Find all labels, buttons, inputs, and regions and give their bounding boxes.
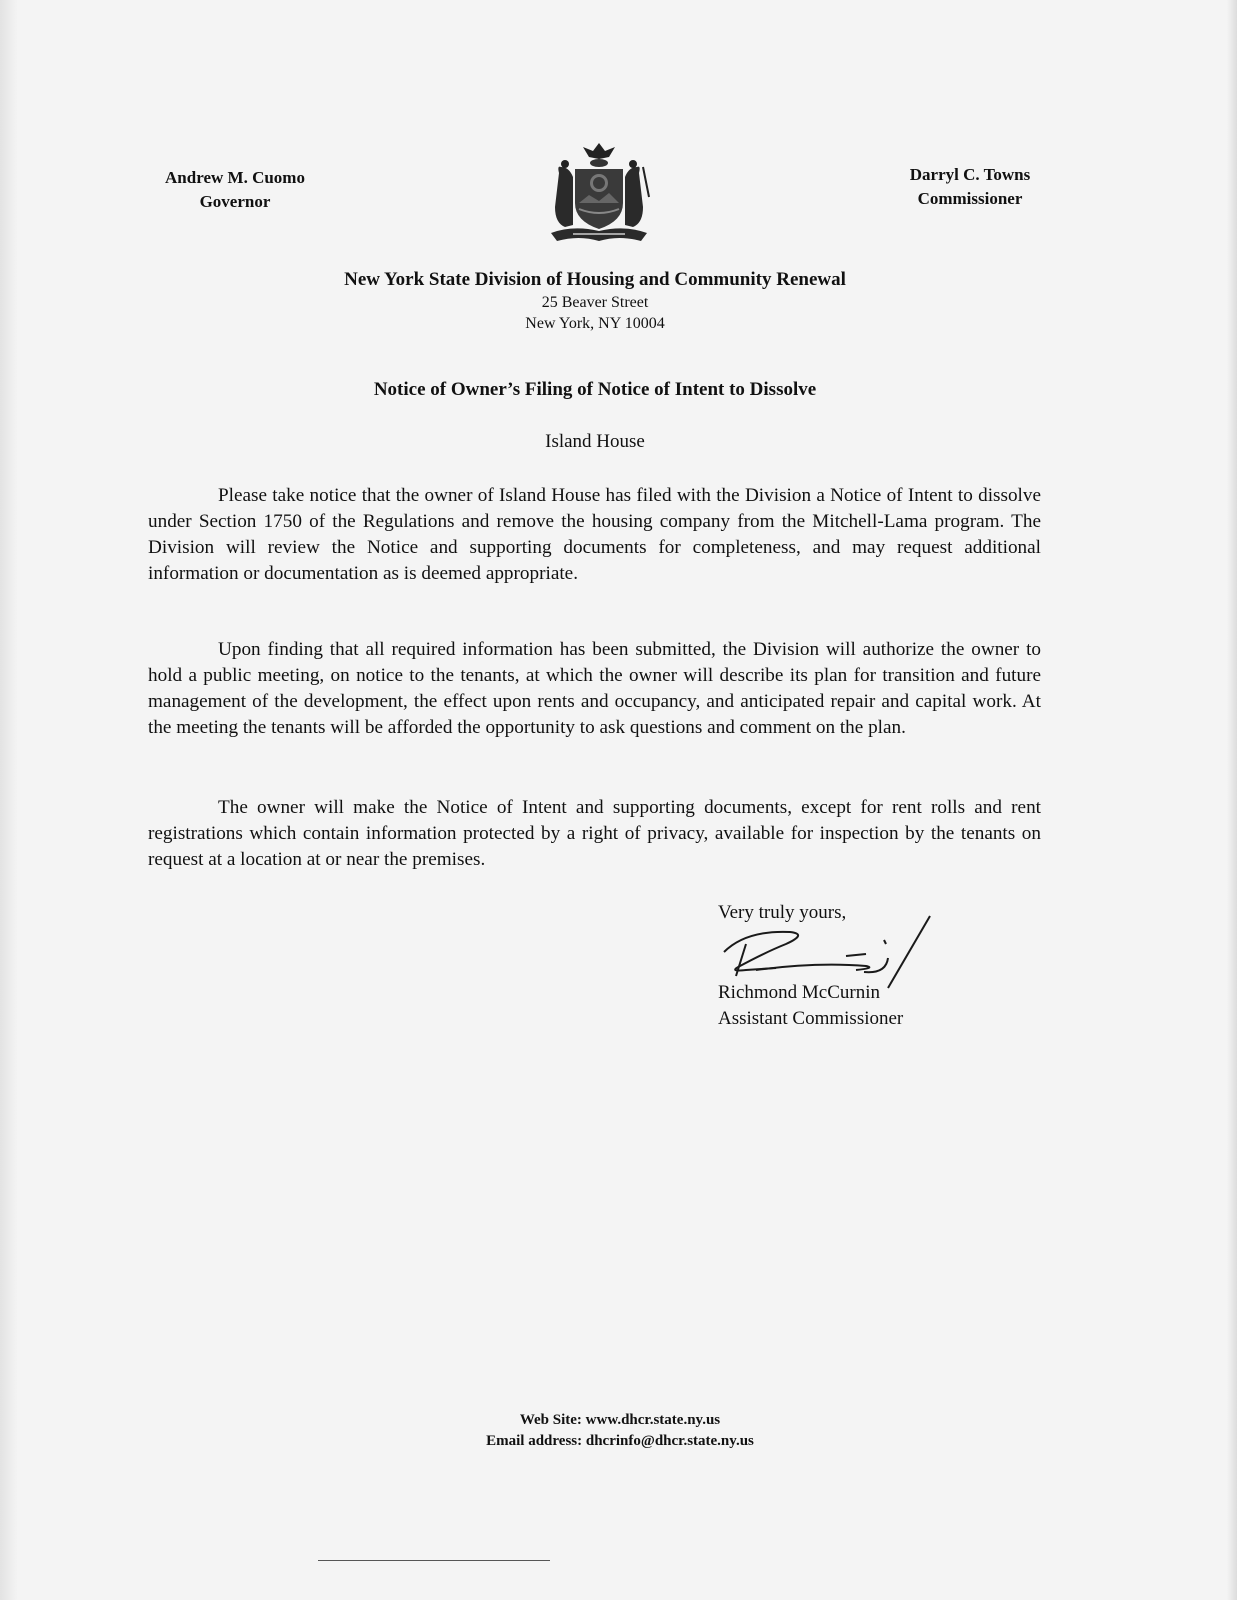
signer-title: Assistant Commissioner	[718, 1008, 904, 1029]
body-paragraph-2: Upon finding that all required information has been submitted, the Division will authorize the owner to hold a public meeting, on notice to the tenants, at which the owner will describe its plan for transition and future management of the development, the effect upon rents and occupancy, and anticipated repair and capital work. At the meeting the tenants will be afforded the opportunity to ask questions and comment on the plan.	[148, 639, 1041, 738]
agency-street: 25 Beaver Street	[541, 294, 649, 311]
agency-name: New York State Division of Housing and Community Renewal	[344, 269, 846, 290]
commissioner-block	[890, 163, 1050, 211]
commissioner-title: Commissioner	[917, 189, 1023, 208]
agency-block	[200, 268, 990, 334]
signer-block	[718, 980, 1038, 1032]
footer-contact	[300, 1410, 940, 1452]
signer-name: Richmond McCurnin	[718, 982, 881, 1003]
footer-website: Web Site: www.dhcr.state.ny.us	[519, 1412, 721, 1428]
commissioner-name: Darryl C. Towns	[909, 165, 1031, 184]
body-paragraph-1: Please take notice that the owner of Island House has filed with the Division a Notice of Intent to dissolve under Section 1750 of the Regulations and remove the housing company from the Mitchell-Lama program. The Division will review the Notice and supporting documents for completeness, and may request additional information or documentation as is deemed appropriate.	[148, 485, 1041, 584]
governor-title: Governor	[199, 192, 271, 211]
agency-city: New York, NY 10004	[525, 315, 665, 332]
governor-block	[150, 166, 320, 214]
nys-seal-icon	[543, 137, 655, 247]
closing-salutation: Very truly yours,	[718, 902, 847, 923]
scan-edge-right	[1227, 0, 1237, 1600]
notice-title: Notice of Owner’s Filing of Notice of Intent to Dissolve	[373, 379, 817, 400]
body-paragraph-3: The owner will make the Notice of Intent and supporting documents, except for rent rolls and rent registrations which contain information protected by a right of privacy, available for inspection by the tenants on request at a location at or near the premises.	[148, 797, 1041, 870]
governor-name: Andrew M. Cuomo	[165, 168, 305, 187]
bottom-rule	[318, 1560, 550, 1561]
property-name: Island House	[545, 431, 645, 452]
signature-icon	[716, 912, 936, 990]
footer-email: Email address: dhcrinfo@dhcr.state.ny.us	[486, 1433, 754, 1449]
scan-edge-left	[0, 0, 18, 1600]
